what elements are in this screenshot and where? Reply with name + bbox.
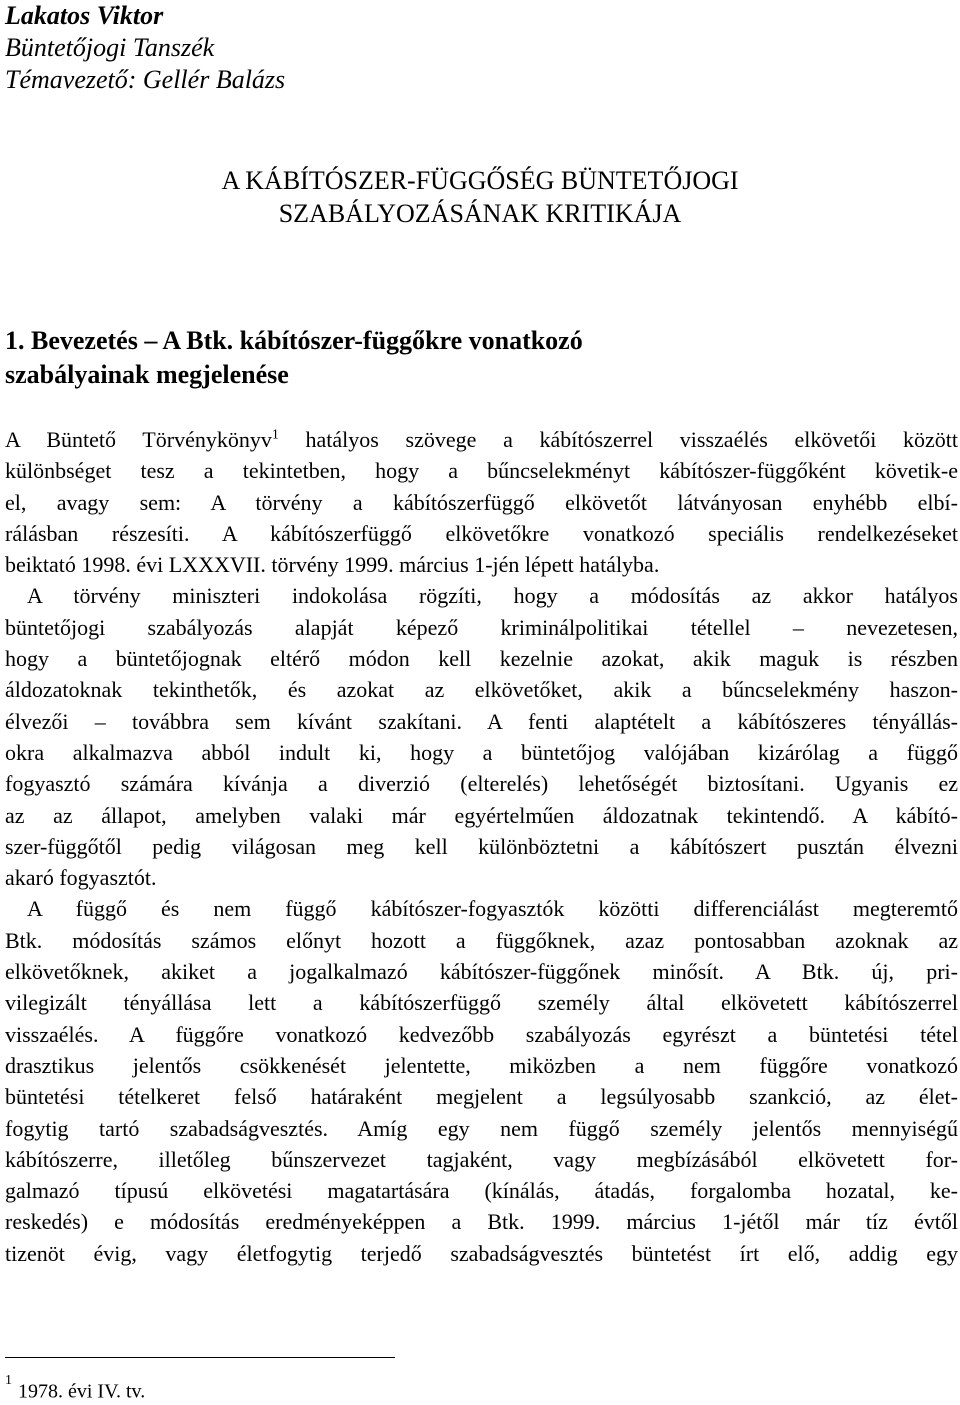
body-line: szer-függőtől pedig világosan meg kell különböztetni a kábítószert pusztán élvezni xyxy=(5,833,958,859)
body-line: fogytig tartó szabadságvesztés. Amíg egy nem függő személy jelentős mennyiségű xyxy=(5,1115,958,1141)
body-line: különbséget tesz a tekintetben, hogy a bűncselekményt kábítószer-függőként követik-e xyxy=(5,458,958,484)
body-line: áldozatoknak tekinthetők, és azokat az elkövetőket, akik a bűncselekmény haszon- xyxy=(5,677,958,703)
body-line: galmazó típusú elkövetési magatartására (kínálás, átadás, forgalomba hozatal, ke- xyxy=(5,1178,958,1204)
section-heading-line-2: szabályainak megjelenése xyxy=(5,360,289,389)
body-line: büntetőjogi szabályozás alapját képező kriminálpolitikai tétellel ‒ nevezetesen, xyxy=(5,614,958,640)
footnote-text: 1978. évi IV. tv. xyxy=(18,1380,146,1403)
author-name: Lakatos Viktor xyxy=(5,1,164,30)
body-line xyxy=(5,424,958,455)
footnote-reference: 1 xyxy=(271,427,279,443)
body-line: visszaélés. A függőre vonatkozó kedvezőbb szabályozás egyrészt a büntetési tétel xyxy=(5,1021,958,1047)
body-line: rálásban részesíti. A kábítószerfüggő elkövetőkre vonatkozó speciális rendelkezéseket xyxy=(5,520,958,546)
body-line: Btk. módosítás számos előnyt hozott a függőknek, azaz pontosabban azoknak az xyxy=(5,927,958,953)
body-line: büntetési tételkeret felső határaként megjelent a legsúlyosabb szankció, az élet- xyxy=(5,1084,958,1110)
document-title xyxy=(0,164,960,230)
body-line: beiktató 1998. évi LXXXVII. törvény 1999. március 1-jén lépett hatályba. xyxy=(5,552,660,578)
section-heading-line-1: 1. Bevezetés ‒ A Btk. kábítószer-függőkre vonatkozó xyxy=(5,326,583,355)
body-line: el, avagy sem: A törvény a kábítószerfüggő elkövetőt látványosan enyhébb elbí- xyxy=(5,489,958,515)
footnote-number: 1 xyxy=(5,1373,12,1388)
footnote-separator xyxy=(5,1357,395,1358)
body-line: vilegizált tényállása lett a kábítószerfüggő személy által elkövetett kábítószerrel xyxy=(5,990,958,1016)
body-line: az az állapot, amelyben valaki már egyértelműen áldozatnak tekintendő. A kábító- xyxy=(5,802,958,828)
body-line: A törvény miniszteri indokolása rögzíti, hogy a módosítás az akkor hatályos xyxy=(27,583,958,609)
body-line: fogyasztó számára kívánja a diverzió (elterelés) lehetőségét biztosítani. Ugyanis ez xyxy=(5,771,958,797)
section-heading xyxy=(5,324,583,392)
body-line: élvezői ‒ továbbra sem kívánt szakítani. A fenti alaptételt a kábítószeres tényállás- xyxy=(5,708,958,734)
supervisor-line: Témavezető: Gellér Balázs xyxy=(5,65,286,94)
body-line: reskedés) e módosítás eredményeképpen a Btk. 1999. március 1-jétől már tíz évtől xyxy=(5,1209,958,1235)
department-name: Büntetőjogi Tanszék xyxy=(5,33,215,62)
body-text-run: A Büntető Törvénykönyv xyxy=(5,427,272,452)
body-line: akaró fogyasztót. xyxy=(5,865,157,891)
document-header xyxy=(5,0,285,96)
body-line: A függő és nem függő kábítószer-fogyasztók közötti differenciálást megteremtő xyxy=(27,896,958,922)
body-line: hogy a büntetőjognak eltérő módon kell kezelnie azokat, akik maguk is részben xyxy=(5,646,958,672)
body-line: drasztikus jelentős csökkenését jelentette, miközben a nem függőre vonatkozó xyxy=(5,1052,958,1078)
title-line-2: SZABÁLYOZÁSÁNAK KRITIKÁJA xyxy=(278,199,682,228)
body-line: kábítószerre, illetőleg bűnszervezet tagjaként, vagy megbízásából elkövetett for- xyxy=(5,1146,958,1172)
body-text xyxy=(5,424,958,1269)
title-line-1: A KÁBÍTÓSZER-FÜGGŐSÉG BÜNTETŐJOGI xyxy=(221,166,739,195)
footnote xyxy=(5,1374,145,1405)
body-line: tizenöt évig, vagy életfogytig terjedő szabadságvesztés büntetést írt elő, addig egy xyxy=(5,1240,958,1266)
body-line: okra alkalmazva abból indult ki, hogy a büntetőjog valójában kizárólag a függő xyxy=(5,739,958,765)
body-text-run: hatályos szövege a kábítószerrel visszaélés elkövetői között xyxy=(278,427,958,452)
body-line: elkövetőknek, akiket a jogalkalmazó kábítószer-függőnek minősít. A Btk. új, pri- xyxy=(5,959,958,985)
